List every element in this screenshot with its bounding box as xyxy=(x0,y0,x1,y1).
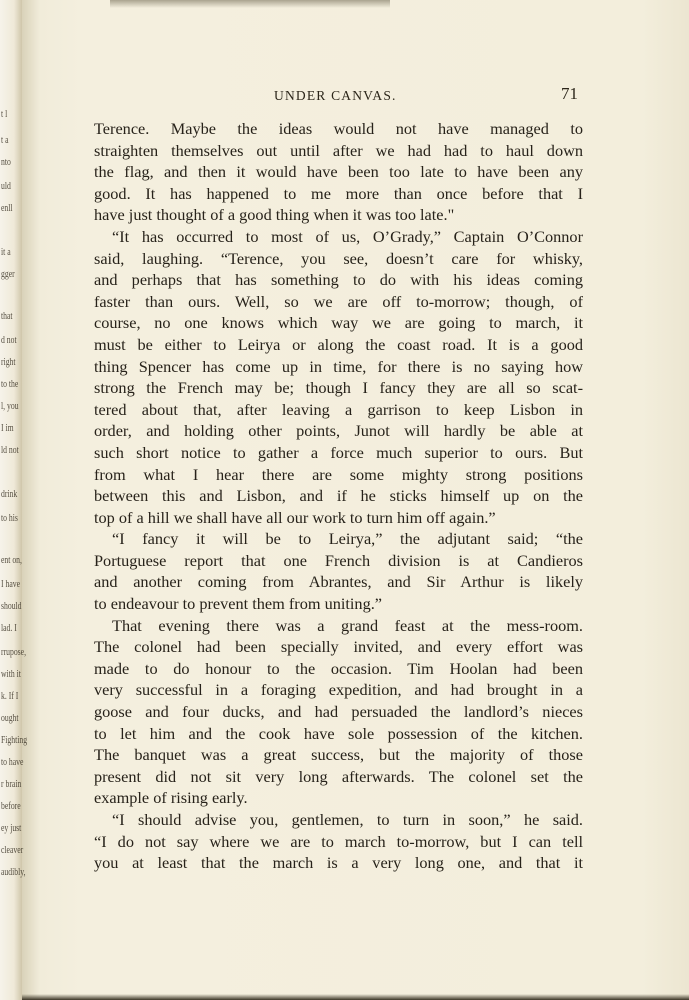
gutter-fragment: that xyxy=(1,310,13,322)
text-line: goose and four ducks, and had persuaded the landlord’s nieces xyxy=(94,702,583,722)
gutter-fragment: nto xyxy=(1,156,11,168)
gutter-fragment: ld not xyxy=(1,444,19,456)
text-line: present did not sit very long afterwards. The colonel set the xyxy=(94,766,583,786)
text-line: That evening there was a grand feast at the mess-room. xyxy=(112,615,583,635)
text-line: course, no one knows which way we are going to march, it xyxy=(94,313,583,333)
gutter-fragment: drink xyxy=(1,488,18,500)
gutter-fragment: audibly, xyxy=(1,866,26,878)
text-line: faster than ours. Well, so we are off to-morrow; though, of xyxy=(94,291,583,311)
gutter-fragment: uld xyxy=(1,180,11,192)
text-line: to let him and the cook have sole possession of the kitchen. xyxy=(94,723,583,743)
gutter-fragment: t a xyxy=(1,134,9,146)
text-line: from what I hear there are some mighty strong positions xyxy=(94,464,583,484)
gutter-fragment: t l xyxy=(1,108,8,120)
top-edge-shadow xyxy=(110,0,390,8)
text-line: strong the French may be; though I fancy they are all so scat- xyxy=(94,378,583,398)
text-line: The banquet was a great success, but the majority of those xyxy=(94,745,583,765)
running-head: UNDER CANVAS. xyxy=(274,88,397,103)
gutter-fragment: to his xyxy=(1,512,18,524)
gutter-fragment: before xyxy=(1,800,21,812)
gutter-fragment: enll xyxy=(1,202,13,214)
text-line: tered about that, after leaving a garrison to keep Lisbon in xyxy=(94,399,583,419)
gutter-fragment: to have xyxy=(1,756,24,768)
gutter-fragment: r brain xyxy=(1,778,22,790)
text-line: must be either to Leirya or along the coast road. It is a good xyxy=(94,334,583,354)
page-number: 71 xyxy=(561,84,578,103)
text-line: Terence. Maybe the ideas would not have managed to xyxy=(94,119,583,138)
text-line: Portuguese report that one French division is at Candieros xyxy=(94,550,583,570)
gutter-fragment: should xyxy=(1,600,22,612)
gutter-fragment: ey just xyxy=(1,822,22,834)
bottom-edge-shadow xyxy=(22,994,689,1000)
gutter-fragment: I have xyxy=(1,578,21,590)
gutter-fragment: gger xyxy=(1,268,15,280)
text-line: between this and Lisbon, and if he sticks himself up on the xyxy=(94,486,583,506)
body-text xyxy=(94,118,583,874)
text-line: “I do not say where we are to march to-morrow, but I can tell xyxy=(94,831,583,851)
gutter-fragment: I im xyxy=(1,422,14,434)
gutter-fragment: l, you xyxy=(1,400,19,412)
gutter-fragment: with it xyxy=(1,668,21,680)
text-line: top of a hill we shall have all our work to turn him off again.” xyxy=(94,507,496,527)
text-line: you at least that the march is a very long one, and that it xyxy=(94,853,583,873)
text-line: “I fancy it will be to Leirya,” the adjutant said; “the xyxy=(112,529,583,549)
page-header xyxy=(0,84,689,106)
gutter-fragment: cleaver xyxy=(1,844,24,856)
text-line: have just thought of a good thing when it was too late." xyxy=(94,205,455,225)
text-line: “I should advise you, gentlemen, to turn in soon,” he said. xyxy=(112,810,583,829)
text-line: to endeavour to prevent them from uniting.” xyxy=(94,594,383,614)
gutter-fragment: Fighting xyxy=(1,734,28,746)
gutter-fragment: it a xyxy=(1,246,11,258)
text-line: said, laughing. “Terence, you see, doesn’t care for whisky, xyxy=(94,248,583,268)
gutter-fragment: to the xyxy=(1,378,19,390)
gutter-fragment: ought xyxy=(1,712,19,724)
gutter-fragment: lad. I xyxy=(1,622,17,634)
text-line: straighten themselves out until after we had had to haul down xyxy=(94,140,583,160)
text-line: and another coming from Abrantes, and Sir Arthur is likely xyxy=(94,572,583,592)
text-line: example of rising early. xyxy=(94,788,248,808)
text-line: good. It has happened to me more than once before that I xyxy=(94,183,583,203)
gutter-fragment: k. If I xyxy=(1,690,19,702)
text-line: the flag, and then it would have been too late to have been any xyxy=(94,162,583,182)
gutter-fragment: rrupose, xyxy=(1,646,27,658)
gutter-fragment: d not xyxy=(1,334,17,346)
text-line: such short notice to gather a force much superior to ours. But xyxy=(94,442,583,462)
text-line: order, and holding other points, Junot will hardly be able at xyxy=(94,421,583,441)
text-line: very successful in a foraging expedition, and had brought in a xyxy=(94,680,583,700)
text-line: “It has occurred to most of us, O’Grady,” Captain O’Connor xyxy=(112,226,583,246)
text-line: The colonel had been specially invited, and every effort was xyxy=(94,637,583,657)
text-line: made to do honour to the occasion. Tim Hoolan had been xyxy=(94,658,583,678)
gutter-fragment: right xyxy=(1,356,16,368)
text-line: and perhaps that has something to do with his ideas coming xyxy=(94,270,583,290)
text-line: thing Spencer has come up in time, for there is no saying how xyxy=(94,356,583,376)
gutter-fragment: ent on, xyxy=(1,554,22,566)
